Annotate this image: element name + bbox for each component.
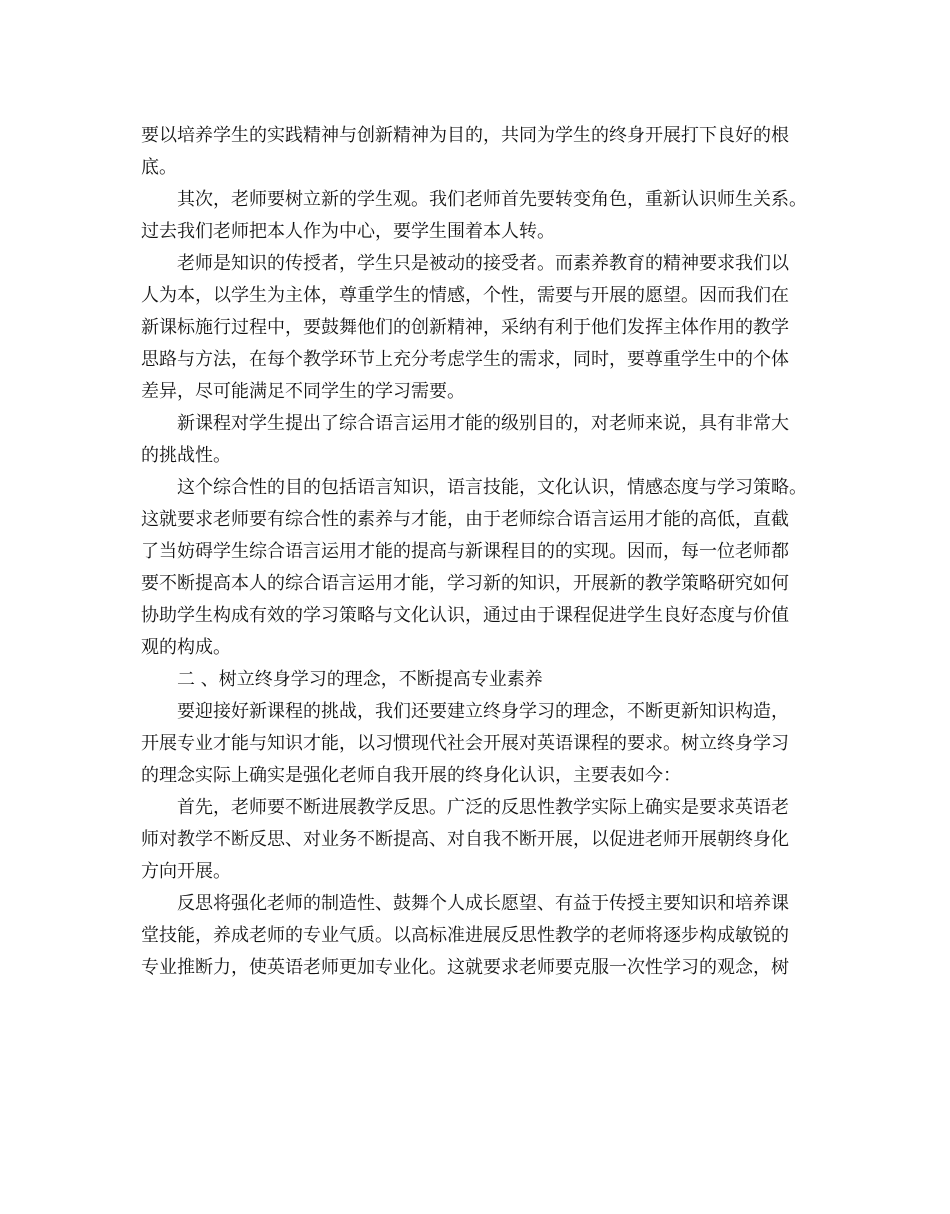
text-line: 师对教学不断反思、对业务不断提高、对自我不断开展，以促进老师开展朝终身化 xyxy=(141,829,789,850)
text-line: 要以培养学生的实践精神与创新精神为目的，共同为学生的终身开展打下良好的根 xyxy=(141,125,789,146)
text-line: 专业推断力，使英语老师更加专业化。这就要求老师要克服一次性学习的观念，树 xyxy=(141,957,789,978)
document-body xyxy=(141,120,813,984)
text-line: 堂技能，养成老师的专业气质。以高标准进展反思性教学的老师将逐步构成敏锐的 xyxy=(141,925,789,946)
paragraph-start-line: 新课程对学生提出了综合语言运用才能的级别目的，对老师来说，具有非常大 xyxy=(177,413,789,434)
paragraph-start-line: 这个综合性的目的包括语言知识，语言技能，文化认识，情感态度与学习策略。 xyxy=(177,477,807,498)
text-line: 了当妨碍学生综合语言运用才能的提高与新课程目的的实现。因而，每一位老师都 xyxy=(141,541,789,562)
paragraph-start-line: 要迎接好新课程的挑战，我们还要建立终身学习的理念，不断更新知识构造， xyxy=(177,701,789,722)
paragraph-start-line: 反思将强化老师的制造性、鼓舞个人成长愿望、有益于传授主要知识和培养课 xyxy=(177,893,789,914)
text-line: 要不断提高本人的综合语言运用才能，学习新的知识，开展新的教学策略研究如何 xyxy=(141,573,789,594)
text-line: 开展专业才能与知识才能，以习惯现代社会开展对英语课程的要求。树立终身学习 xyxy=(141,733,789,754)
text-line: 底。 xyxy=(141,157,177,178)
section-heading: 二 、树立终身学习的理念，不断提高专业素养 xyxy=(177,669,543,690)
text-line: 新课标施行过程中，要鼓舞他们的创新精神，采纳有利于他们发挥主体作用的教学 xyxy=(141,317,789,338)
text-line: 方向开展。 xyxy=(141,861,231,882)
text-line: 思路与方法，在每个教学环节上充分考虑学生的需求，同时，要尊重学生中的个体 xyxy=(141,349,789,370)
paragraph-start-line: 老师是知识的传授者，学生只是被动的接受者。而素养教育的精神要求我们以 xyxy=(177,253,789,274)
text-line: 协助学生构成有效的学习策略与文化认识，通过由于课程促进学生良好态度与价值 xyxy=(141,605,789,626)
text-line: 人为本，以学生为主体，尊重学生的情感，个性，需要与开展的愿望。因而我们在 xyxy=(141,285,789,306)
text-line: 的理念实际上确实是强化老师自我开展的终身化认识，主要表如今： xyxy=(141,765,681,786)
text-line: 过去我们老师把本人作为中心，要学生围着本人转。 xyxy=(141,221,555,242)
paragraph-start-line: 其次，老师要树立新的学生观。我们老师首先要转变角色，重新认识师生关系。 xyxy=(177,189,807,210)
text-line: 这就要求老师要有综合性的素养与才能，由于老师综合语言运用才能的高低，直截 xyxy=(141,509,789,530)
text-line: 差异，尽可能满足不同学生的学习需要。 xyxy=(141,381,465,402)
text-line: 观的构成。 xyxy=(141,637,231,658)
paragraph-start-line: 首先，老师要不断进展教学反思。广泛的反思性教学实际上确实是要求英语老 xyxy=(177,797,789,818)
text-line: 的挑战性。 xyxy=(141,445,231,466)
